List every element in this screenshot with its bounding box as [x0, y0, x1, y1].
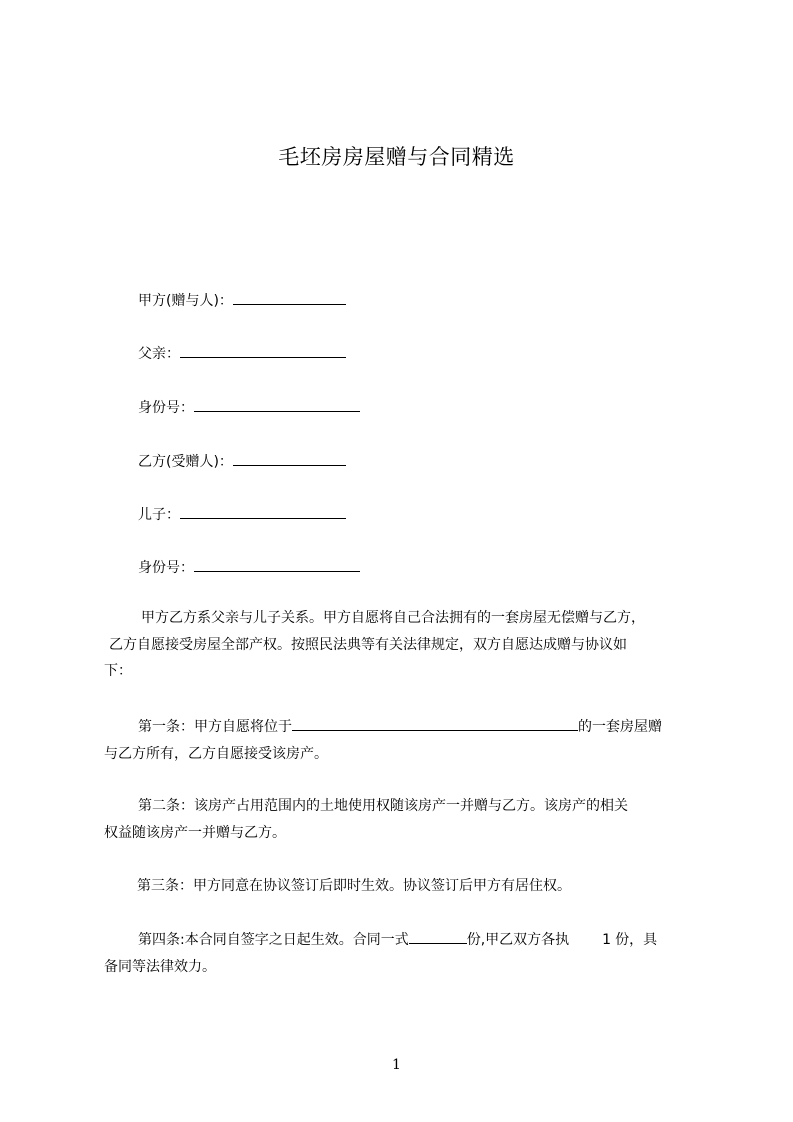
article-4-prefix: 第四条:本合同自签字之日起生效。合同一式 — [138, 932, 409, 948]
article-1-prefix: 第一条：甲方自愿将位于 — [138, 719, 292, 735]
page-number: 1 — [392, 1057, 401, 1073]
intro-line-3: 下： — [104, 663, 132, 679]
son-field — [138, 504, 346, 525]
son-blank — [180, 504, 346, 519]
party-b-label: 乙方(受赠人)： — [138, 454, 233, 470]
party-b-blank — [233, 451, 346, 466]
party-a-blank — [233, 290, 346, 305]
article-1-address-blank — [292, 716, 578, 731]
father-blank — [180, 343, 346, 358]
id-number-a-field — [138, 397, 360, 418]
intro-line-2: 乙方自愿接受房屋全部产权。按照民法典等有关法律规定，双方自愿达成赠与协议如 — [109, 636, 627, 653]
article-4-line-2: 备同等法律效力。 — [104, 958, 216, 975]
id-number-b-field — [138, 557, 360, 578]
article-1-suffix: 的一套房屋赠 — [578, 719, 662, 735]
father-label: 父亲： — [138, 346, 180, 362]
article-4-line-1 — [104, 927, 716, 954]
intro-paragraph — [104, 605, 716, 685]
article-2-line-2: 权益随该房产一并赠与乙方。 — [104, 824, 286, 841]
article-2 — [104, 793, 716, 846]
article-4-copies-blank — [409, 929, 467, 944]
id-number-b-label: 身份号： — [138, 560, 194, 576]
article-3 — [104, 873, 716, 900]
article-1 — [104, 714, 716, 767]
article-1-line-1 — [104, 714, 716, 741]
article-4-count: 1 — [602, 932, 612, 948]
article-4-middle: 份,甲乙双方各执 — [466, 932, 570, 948]
document-title: 毛坯房房屋赠与合同精选 — [278, 145, 515, 169]
party-a-field — [138, 290, 346, 311]
article-2-line-1: 第二条：该房产占用范围内的土地使用权随该房产一并赠与乙方。该房产的相关 — [138, 798, 628, 814]
id-number-b-blank — [194, 557, 360, 572]
article-3-line-1: 第三条：甲方同意在协议签订后即时生效。协议签订后甲方有居住权。 — [137, 878, 571, 894]
party-a-label: 甲方(赠与人)： — [138, 293, 233, 309]
father-field — [138, 343, 346, 364]
article-4-suffix: 份，具 — [615, 932, 658, 948]
article-4 — [104, 927, 716, 980]
party-b-field — [138, 451, 346, 472]
id-number-a-blank — [194, 397, 360, 412]
id-number-a-label: 身份号： — [138, 400, 194, 416]
article-1-line-2: 与乙方所有，乙方自愿接受该房产。 — [104, 745, 328, 762]
intro-line-1: 甲方乙方系父亲与儿子关系。甲方自愿将自己合法拥有的一套房屋无偿赠与乙方， — [141, 610, 645, 626]
son-label: 儿子： — [138, 507, 180, 523]
